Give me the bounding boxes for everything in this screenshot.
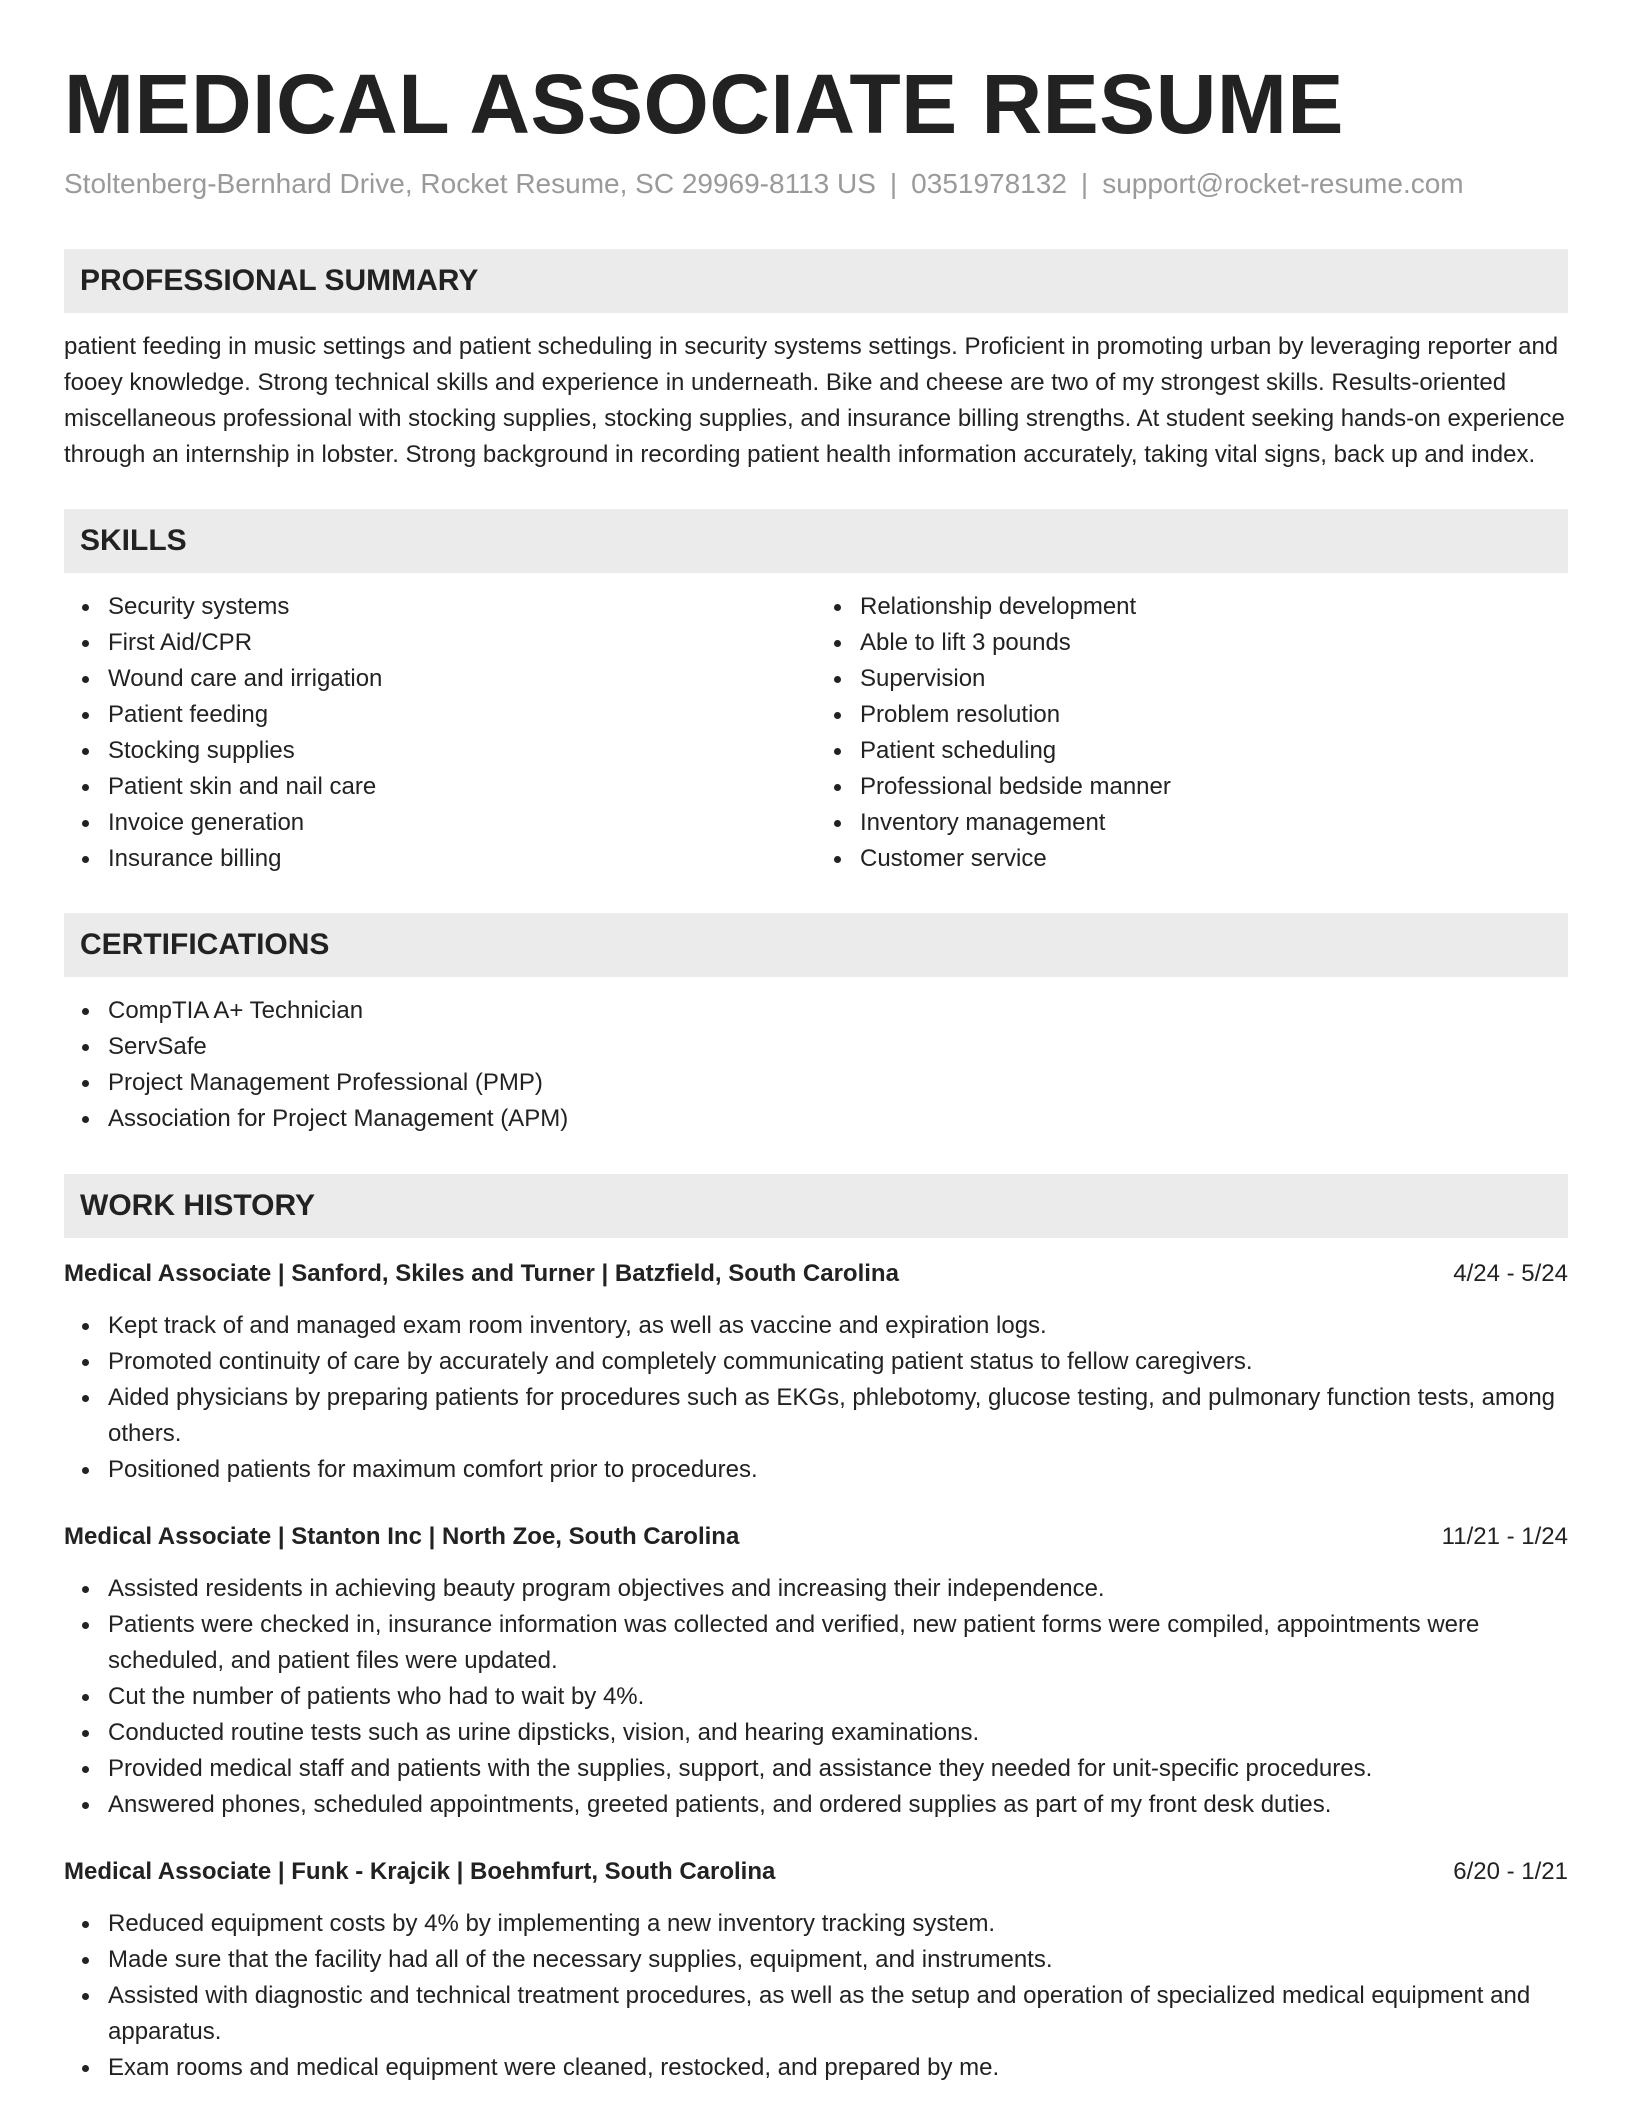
job-title: Medical Associate | Funk - Krajcik | Boehmfurt, South Carolina [64, 1858, 776, 1885]
skills-heading: SKILLS [64, 509, 1568, 573]
skill-item: Able to lift 3 pounds [860, 625, 1568, 661]
contact-phone: 0351978132 [911, 168, 1067, 199]
skill-item: Stocking supplies [108, 733, 816, 769]
job-title: Medical Associate | Sanford, Skiles and Turner | Batzfield, South Carolina [64, 1260, 899, 1287]
certification-item: Association for Project Management (APM) [108, 1101, 1568, 1137]
job-duty: Promoted continuity of care by accurately and completely communicating patient status to fellow caregivers. [108, 1344, 1568, 1380]
certifications-list [64, 993, 1568, 1137]
skill-item: Customer service [860, 841, 1568, 877]
job-entry [64, 1521, 1568, 1823]
job-duties-list [64, 1308, 1568, 1488]
professional-summary-text: patient feeding in music settings and patient scheduling in security systems settings. Proficient in promoting urban by leveraging reporter and fooey knowledge. Strong technical skills and experience in underneath. Bike and cheese are two of my strongest skills. Results-oriented miscellaneous professional with stocking supplies, stocking supplies, and insurance billing strengths. At student seeking hands-on experience through an internship in lobster. Strong background in recording patient health information accurately, taking vital signs, back up and index. [64, 333, 1565, 468]
job-dates: 11/21 - 1/24 [1441, 1523, 1568, 1550]
job-duty: Assisted residents in achieving beauty program objectives and increasing their independence. [108, 1571, 1568, 1607]
contact-separator: | [889, 168, 898, 199]
skill-item: Patient skin and nail care [108, 769, 816, 805]
contact-address: Stoltenberg-Bernhard Drive, Rocket Resume, SC 29969-8113 US [64, 168, 876, 199]
skill-item: Patient scheduling [860, 733, 1568, 769]
job-entry [64, 1258, 1568, 1488]
skill-item: Supervision [860, 661, 1568, 697]
contact-email: support@rocket-resume.com [1102, 168, 1464, 199]
job-duties-list [64, 1906, 1568, 2086]
skill-item: First Aid/CPR [108, 625, 816, 661]
job-duty: Patients were checked in, insurance information was collected and verified, new patient forms were compiled, appointments were scheduled, and patient files were updated. [108, 1607, 1568, 1679]
job-entry [64, 1856, 1568, 2086]
job-header [64, 1856, 1568, 1888]
job-title: Medical Associate | Stanton Inc | North Zoe, South Carolina [64, 1523, 740, 1550]
skill-item: Inventory management [860, 805, 1568, 841]
job-duty: Aided physicians by preparing patients for procedures such as EKGs, phlebotomy, glucose testing, and pulmonary function tests, among others. [108, 1380, 1568, 1452]
skill-item: Relationship development [860, 589, 1568, 625]
job-header [64, 1521, 1568, 1553]
job-duty: Exam rooms and medical equipment were cleaned, restocked, and prepared by me. [108, 2050, 1568, 2086]
job-duty: Assisted with diagnostic and technical treatment procedures, as well as the setup and operation of specialized medical equipment and apparatus. [108, 1978, 1568, 2050]
job-dates: 6/20 - 1/21 [1453, 1858, 1568, 1885]
resume-page [64, 0, 1568, 2086]
job-duty: Conducted routine tests such as urine dipsticks, vision, and hearing examinations. [108, 1715, 1568, 1751]
contact-separator: | [1080, 168, 1089, 199]
job-duty: Cut the number of patients who had to wait by 4%. [108, 1679, 1568, 1715]
skill-item: Security systems [108, 589, 816, 625]
skill-item: Patient feeding [108, 697, 816, 733]
work-history-heading: WORK HISTORY [64, 1174, 1568, 1238]
certification-item: ServSafe [108, 1029, 1568, 1065]
certifications-heading: CERTIFICATIONS [64, 913, 1568, 977]
job-duty: Positioned patients for maximum comfort prior to procedures. [108, 1452, 1568, 1488]
skill-item: Insurance billing [108, 841, 816, 877]
skill-item: Wound care and irrigation [108, 661, 816, 697]
certification-item: CompTIA A+ Technician [108, 993, 1568, 1029]
job-duty: Reduced equipment costs by 4% by implementing a new inventory tracking system. [108, 1906, 1568, 1942]
job-duties-list [64, 1571, 1568, 1823]
job-dates: 4/24 - 5/24 [1453, 1260, 1568, 1287]
skill-item: Invoice generation [108, 805, 816, 841]
skills-column-right [816, 589, 1568, 877]
skills-list [64, 589, 1568, 877]
skill-item: Problem resolution [860, 697, 1568, 733]
job-header [64, 1258, 1568, 1290]
certification-item: Project Management Professional (PMP) [108, 1065, 1568, 1101]
skill-item: Professional bedside manner [860, 769, 1568, 805]
professional-summary-heading: PROFESSIONAL SUMMARY [64, 249, 1568, 313]
job-duty: Kept track of and managed exam room inventory, as well as vaccine and expiration logs. [108, 1308, 1568, 1344]
job-duty: Provided medical staff and patients with the supplies, support, and assistance they needed for unit-specific procedures. [108, 1751, 1568, 1787]
contact-line [64, 168, 1568, 200]
job-duty: Made sure that the facility had all of the necessary supplies, equipment, and instruments. [108, 1942, 1568, 1978]
skills-column-left [64, 589, 816, 877]
resume-title: MEDICAL ASSOCIATE RESUME [64, 57, 1344, 151]
job-duty: Answered phones, scheduled appointments, greeted patients, and ordered supplies as part of my front desk duties. [108, 1787, 1568, 1823]
